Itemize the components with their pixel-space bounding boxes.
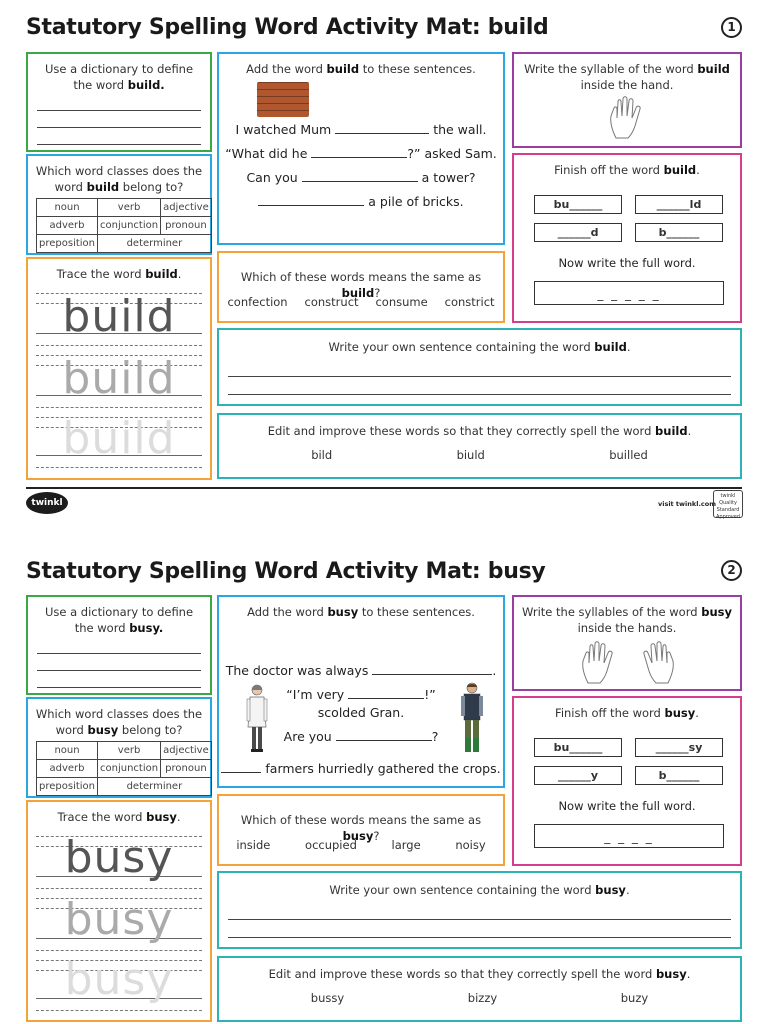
define-instruction [28, 597, 210, 636]
syllable-text: Write the syllable of the word [524, 62, 698, 76]
edit-text: Edit and improve these words so that they correctly spell the word [268, 967, 656, 981]
word-class-noun[interactable]: noun [37, 742, 98, 760]
trace-word-label: build [145, 267, 178, 281]
finish-part-box[interactable]: b______ [635, 766, 723, 785]
sentence-blank[interactable] [221, 761, 261, 773]
misspelled-word[interactable]: bussy [310, 991, 345, 1005]
sentences-box [217, 52, 505, 245]
classes-text: Which word classes does the word [35, 707, 203, 737]
sentence-after: a tower? [417, 170, 476, 185]
full-word-instruction: Now write the full word. [558, 256, 696, 270]
finish-text: Finish off the word [555, 706, 665, 720]
synonym-word: busy [342, 829, 374, 843]
trace-word-dark[interactable]: build [62, 291, 176, 342]
misspelled-word[interactable]: bild [311, 448, 333, 462]
misspelled-word[interactable]: biuld [456, 448, 485, 462]
own-text: Write your own sentence containing the word [329, 883, 596, 897]
sentence-before: Are you [283, 729, 336, 744]
doctor-figure [245, 683, 269, 753]
writing-line[interactable] [37, 670, 201, 671]
finish-text-post: . [696, 163, 700, 177]
sentence-after: ? [431, 729, 439, 744]
trace-word-light[interactable]: busy [64, 954, 174, 1005]
synonym-text-post: ? [373, 829, 380, 843]
trace-guide-line [36, 950, 202, 951]
edit-instruction [219, 415, 740, 439]
synonym-options [219, 838, 503, 852]
syllable-word: build [697, 62, 730, 76]
two-hands-outline-icon[interactable] [580, 639, 676, 685]
sentence-before: The doctor was always [225, 663, 373, 678]
sentence-before: scolded Gran. [317, 705, 405, 720]
word-class-determiner[interactable]: determiner [98, 235, 212, 253]
sentence-before: I watched Mum [235, 122, 336, 137]
define-instruction [28, 54, 210, 93]
sentence-after: the wall. [429, 122, 487, 137]
sentence-blank[interactable] [348, 687, 424, 699]
trace-guide-line [36, 1010, 202, 1011]
activity-mat-busy [0, 543, 768, 1024]
sentence-line [219, 663, 503, 678]
synonym-option[interactable]: confection [227, 295, 288, 309]
sentences-instruction [219, 54, 503, 77]
edit-text-post: . [687, 424, 692, 438]
sentences-text: Add the word [246, 62, 327, 76]
writing-line[interactable] [37, 687, 201, 688]
sentences-text-post: to these sentences. [359, 62, 476, 76]
quality-badge: twinkl Quality Standard Approved [713, 490, 743, 518]
trace-box [26, 800, 212, 1022]
own-word: build [594, 340, 627, 354]
syllable-text-post: inside the hand. [580, 78, 674, 92]
writing-line[interactable] [228, 919, 731, 920]
trace-text: Trace the word [56, 267, 146, 281]
finish-word: busy [664, 706, 696, 720]
syllable-text-post: inside the hands. [577, 621, 677, 635]
sentence-blank[interactable] [336, 729, 432, 741]
finish-part-box[interactable]: bu______ [534, 195, 622, 214]
word-class-table [36, 741, 212, 796]
word-class-verb[interactable]: verb [98, 742, 161, 760]
word-class-adverb[interactable]: adverb [37, 217, 98, 235]
own-sentence-instruction [219, 330, 740, 355]
brick-wall-image [257, 82, 309, 117]
word-class-preposition[interactable]: preposition [37, 235, 98, 253]
hand-outline-icon[interactable] [608, 96, 650, 140]
synonym-text-post: ? [374, 286, 381, 300]
mat-number: 1 [721, 17, 742, 38]
finish-part-box[interactable]: ______d [534, 223, 622, 242]
classes-text: Which word classes does the word [35, 164, 203, 194]
sentence-blank[interactable] [302, 170, 418, 182]
trace-instruction [28, 802, 210, 825]
edit-text-post: . [686, 967, 691, 981]
sentences-text: Add the word [247, 605, 328, 619]
edit-box [217, 413, 742, 479]
finish-part-box[interactable]: b______ [635, 223, 723, 242]
finish-word: build [663, 163, 697, 177]
classes-text-post: belong to? [119, 180, 184, 194]
synonym-text: Which of these words means the same as [240, 270, 482, 284]
define-box [26, 52, 212, 152]
sentence-before: “What did he [225, 146, 312, 161]
edit-words [249, 991, 710, 1005]
mat-title: Statutory Spelling Word Activity Mat: build [26, 15, 549, 40]
sentence-after: !” [424, 687, 436, 702]
word-class-pronoun[interactable]: pronoun [161, 217, 212, 235]
own-word: busy [595, 883, 626, 897]
edit-words [249, 448, 710, 462]
word-class-table [36, 198, 212, 253]
classes-text-post: belong to? [118, 723, 183, 737]
sentence-blank[interactable] [258, 194, 364, 206]
finish-text-post: . [695, 706, 699, 720]
trace-word-dark[interactable]: busy [64, 832, 174, 883]
finish-instruction [514, 698, 740, 721]
writing-line[interactable] [37, 127, 201, 128]
edit-text: Edit and improve these words so that they correctly spell the word [267, 424, 656, 438]
syllable-box [512, 52, 742, 148]
syllable-instruction [514, 597, 740, 636]
misspelled-word[interactable]: buzy [620, 991, 649, 1005]
define-text: Use a dictionary to define the word [44, 62, 194, 92]
trace-word-label: busy [146, 810, 177, 824]
synonym-text: Which of these words means the same as [240, 813, 482, 827]
twinkl-logo[interactable]: twinkl [26, 492, 68, 514]
sentence-after: farmers hurriedly gathered the crops. [261, 761, 501, 776]
trace-guide-line [36, 407, 202, 408]
finish-part-box[interactable]: bu______ [534, 738, 622, 757]
sentence-before: Can you [246, 170, 302, 185]
word-class-preposition[interactable]: preposition [37, 778, 98, 796]
sentence-line [219, 761, 503, 776]
synonym-instruction [219, 796, 503, 844]
finish-part-box[interactable]: ______y [534, 766, 622, 785]
mat-title: Statutory Spelling Word Activity Mat: busy [26, 559, 546, 584]
edit-word: busy [655, 967, 687, 981]
sentences-text-post: to these sentences. [358, 605, 475, 619]
word-class-adjective[interactable]: adjective [161, 199, 212, 217]
word-class-adverb[interactable]: adverb [37, 760, 98, 778]
writing-line[interactable] [37, 144, 201, 145]
finish-box [512, 696, 742, 866]
word-class-pronoun[interactable]: pronoun [161, 760, 212, 778]
trace-text-post: . [176, 810, 181, 824]
sentence-blank[interactable] [311, 146, 407, 158]
misspelled-word[interactable]: builled [609, 448, 648, 462]
define-word: build. [127, 78, 165, 92]
sentences-instruction [219, 597, 503, 620]
visit-link[interactable]: visit twinkl.com [658, 500, 717, 508]
syllable-box [512, 595, 742, 691]
word-class-conjunction[interactable]: conjunction [98, 760, 161, 778]
trace-word-medium[interactable]: build [62, 353, 176, 404]
word-classes-box [26, 697, 212, 798]
own-text-post: . [625, 883, 630, 897]
syllable-word: busy [701, 605, 732, 619]
word-class-adjective[interactable]: adjective [161, 742, 212, 760]
sentence-line [219, 194, 503, 209]
word-classes-box [26, 154, 212, 255]
synonym-box [217, 251, 505, 323]
full-word-box[interactable]: _ _ _ _ [534, 824, 724, 848]
finish-instruction [514, 155, 740, 178]
sentence-line [219, 122, 503, 137]
syllable-text: Write the syllables of the word [522, 605, 702, 619]
synonym-option[interactable]: construct [304, 295, 359, 309]
sentence-before: “I’m very [286, 687, 349, 702]
synonym-option[interactable]: inside [236, 838, 271, 852]
finish-text: Finish off the word [554, 163, 664, 177]
edit-word: build [655, 424, 688, 438]
sentence-line [219, 170, 503, 185]
own-text: Write your own sentence containing the word [328, 340, 595, 354]
edit-box [217, 956, 742, 1022]
sentences-box [217, 595, 505, 788]
writing-line[interactable] [37, 110, 201, 111]
writing-line[interactable] [228, 376, 731, 377]
trace-text-post: . [177, 267, 182, 281]
edit-instruction [219, 958, 740, 982]
writing-line[interactable] [228, 937, 731, 938]
define-word: busy. [129, 621, 164, 635]
synonym-box [217, 794, 505, 866]
sentence-blank[interactable] [335, 122, 429, 134]
synonym-option[interactable]: constrict [444, 295, 495, 309]
synonym-option[interactable]: noisy [455, 838, 486, 852]
word-classes-instruction [28, 156, 210, 195]
sentence-after: ?” asked Sam. [407, 146, 497, 161]
word-classes-instruction [28, 699, 210, 738]
finish-part-box[interactable]: ______sy [635, 738, 723, 757]
synonym-instruction [219, 253, 503, 301]
trace-word-medium[interactable]: busy [64, 894, 174, 945]
define-text: Use a dictionary to define the word [44, 605, 194, 635]
trace-guide-line [36, 345, 202, 346]
finish-part-box[interactable]: ______ld [635, 195, 723, 214]
synonym-option[interactable]: consume [375, 295, 428, 309]
misspelled-word[interactable]: bizzy [467, 991, 498, 1005]
sentence-after: . [492, 663, 497, 678]
trace-instruction [28, 259, 210, 282]
define-box [26, 595, 212, 695]
trace-guide-line [36, 467, 202, 468]
full-word-instruction: Now write the full word. [558, 799, 696, 813]
synonym-option[interactable]: large [391, 838, 421, 852]
trace-guide-line [36, 888, 202, 889]
writing-line[interactable] [228, 394, 731, 395]
syllable-instruction [514, 54, 740, 93]
synonym-word: build [341, 286, 375, 300]
trace-box [26, 257, 212, 480]
word-class-conjunction[interactable]: conjunction [98, 217, 161, 235]
own-sentence-box [217, 871, 742, 949]
trace-word-light[interactable]: build [62, 413, 176, 464]
own-sentence-box [217, 328, 742, 406]
farmer-figure [459, 681, 485, 755]
sentence-after: a pile of bricks. [364, 194, 464, 209]
trace-text: Trace the word [57, 810, 147, 824]
synonym-options [219, 295, 503, 309]
footer-line [26, 487, 742, 489]
sentences-word: busy [327, 605, 359, 619]
sentence-line [219, 146, 503, 161]
word-class-verb[interactable]: verb [98, 199, 161, 217]
writing-line[interactable] [37, 653, 201, 654]
word-class-noun[interactable]: noun [37, 199, 98, 217]
synonym-option[interactable]: occupied [305, 838, 357, 852]
sentences-word: build [326, 62, 360, 76]
full-word-box[interactable]: _ _ _ _ _ [534, 281, 724, 305]
mat-number: 2 [721, 560, 742, 581]
word-class-determiner[interactable]: determiner [98, 778, 212, 796]
classes-word: busy [87, 723, 119, 737]
classes-word: build [86, 180, 120, 194]
sentence-blank[interactable] [372, 663, 492, 675]
finish-box [512, 153, 742, 323]
own-text-post: . [626, 340, 631, 354]
own-sentence-instruction [219, 873, 740, 898]
